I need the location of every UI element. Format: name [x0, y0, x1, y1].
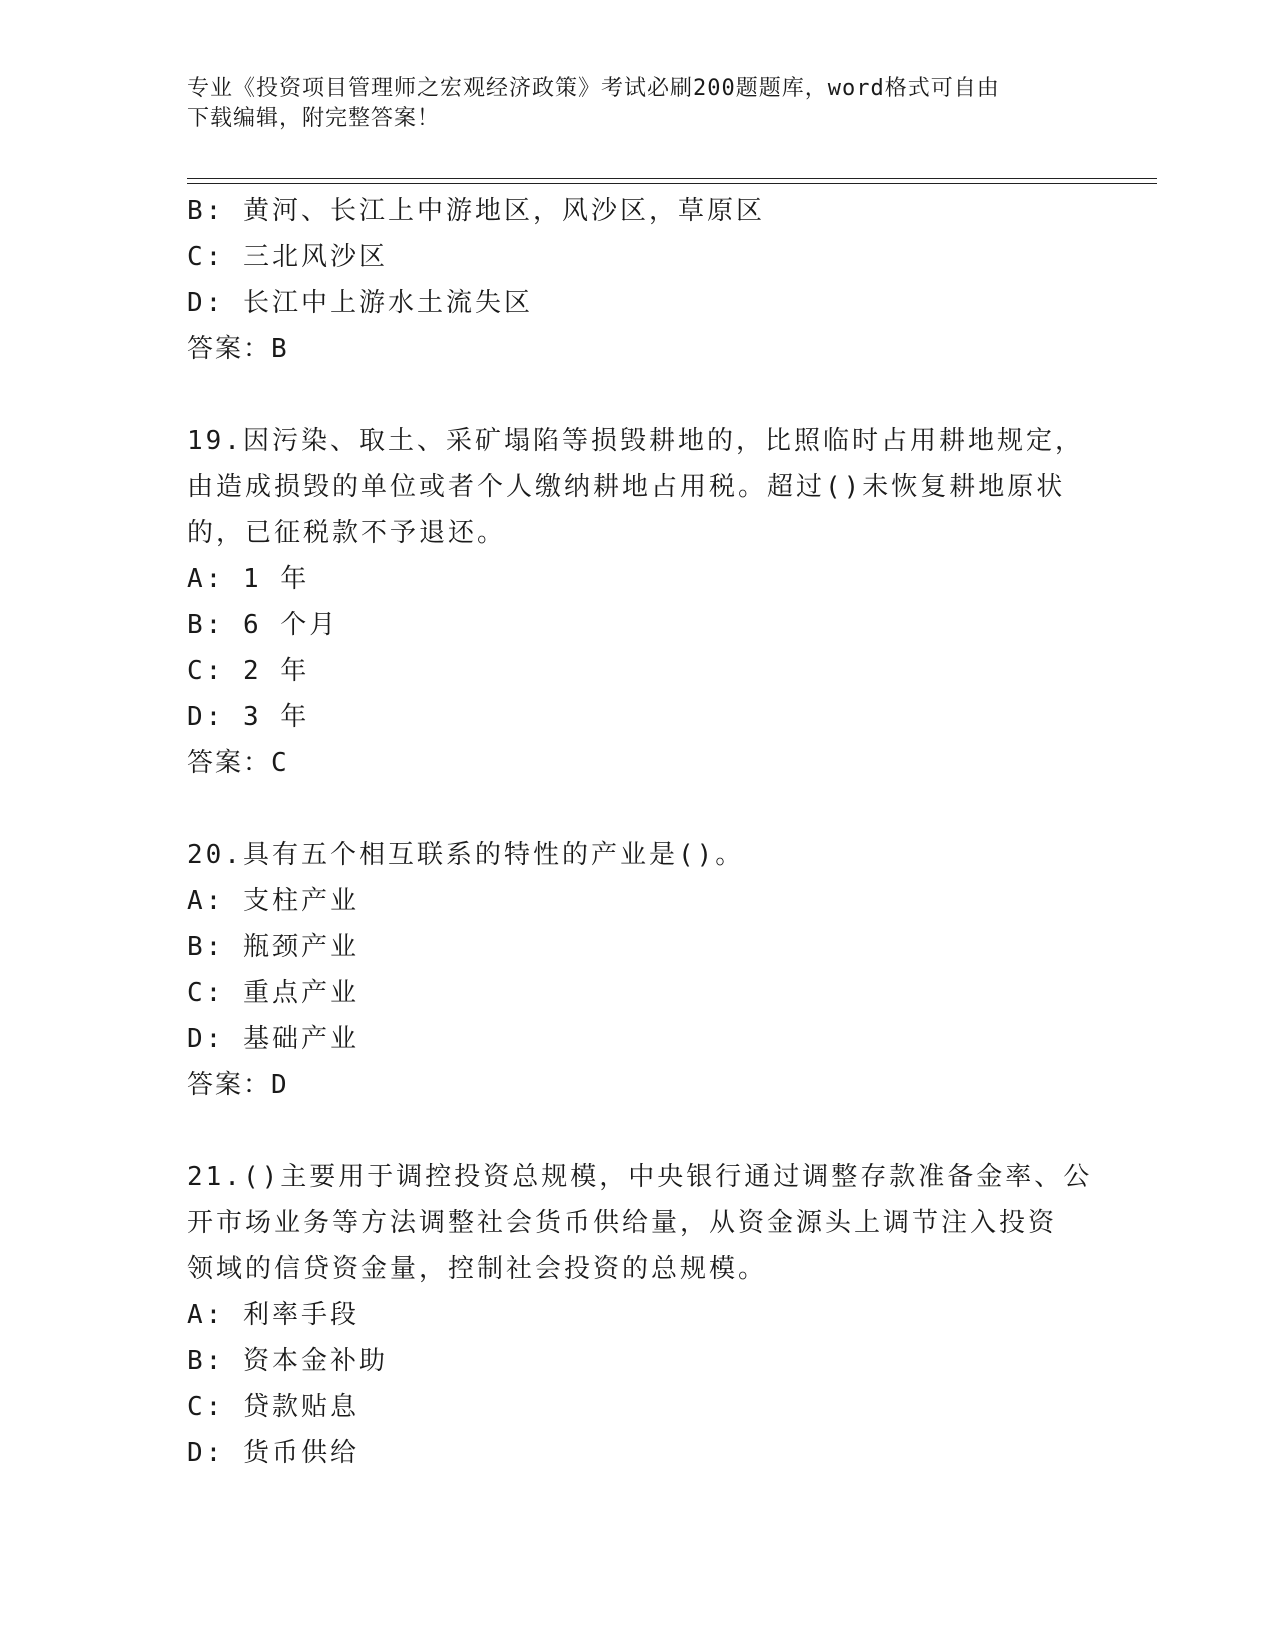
header-divider-top — [187, 178, 1157, 179]
question-stem-line: 21.()主要用于调控投资总规模，中央银行通过调整存款准备金率、公 — [187, 1162, 1093, 1192]
option-b: B: 黄河、长江上中游地区，风沙区，草原区 — [187, 196, 765, 226]
question-stem-line: 由造成损毁的单位或者个人缴纳耕地占用税。超过()未恢复耕地原状 — [187, 472, 1066, 502]
option-d: D: 3 年 — [187, 702, 310, 732]
header-divider-bottom — [187, 183, 1157, 184]
question-stem-line: 领域的信贷资金量，控制社会投资的总规模。 — [187, 1254, 768, 1284]
answer-label: 答案：B — [187, 334, 289, 364]
option-c: C: 贷款贴息 — [187, 1392, 359, 1422]
question-list — [187, 188, 1093, 1476]
option-c: C: 三北风沙区 — [187, 242, 388, 272]
question-stem-line: 19.因污染、取土、采矿塌陷等损毁耕地的，比照临时占用耕地规定， — [187, 426, 1084, 456]
option-d: D: 货币供给 — [187, 1438, 359, 1468]
question-stem-line: 20.具有五个相互联系的特性的产业是()。 — [187, 840, 745, 870]
option-c: C: 重点产业 — [187, 978, 359, 1008]
option-a: A: 支柱产业 — [187, 886, 359, 916]
option-d: D: 基础产业 — [187, 1024, 359, 1054]
option-b: B: 瓶颈产业 — [187, 932, 359, 962]
option-b: B: 资本金补助 — [187, 1346, 388, 1376]
option-c: C: 2 年 — [187, 656, 310, 686]
spacer — [187, 372, 1087, 418]
question-stem-line: 的，已征税款不予退还。 — [187, 518, 507, 548]
option-b: B: 6 个月 — [187, 610, 339, 640]
document-header — [187, 74, 1087, 134]
question-20 — [187, 832, 1087, 1108]
question-21 — [187, 1154, 1093, 1476]
header-line-2: 下载编辑，附完整答案！ — [187, 106, 441, 131]
header-line-1: 专业《投资项目管理师之宏观经济政策》考试必刷200题题库，word格式可自由 — [187, 76, 1000, 101]
question-18-continued — [187, 188, 1087, 372]
option-a: A: 利率手段 — [187, 1300, 359, 1330]
spacer — [187, 786, 1087, 832]
answer-label: 答案：D — [187, 1070, 289, 1100]
question-19 — [187, 418, 1087, 786]
spacer — [187, 1108, 1087, 1154]
option-d: D: 长江中上游水土流失区 — [187, 288, 533, 318]
question-stem-line: 开市场业务等方法调整社会货币供给量，从资金源头上调节注入投资 — [187, 1208, 1058, 1238]
option-a: A: 1 年 — [187, 564, 310, 594]
answer-label: 答案：C — [187, 748, 289, 778]
